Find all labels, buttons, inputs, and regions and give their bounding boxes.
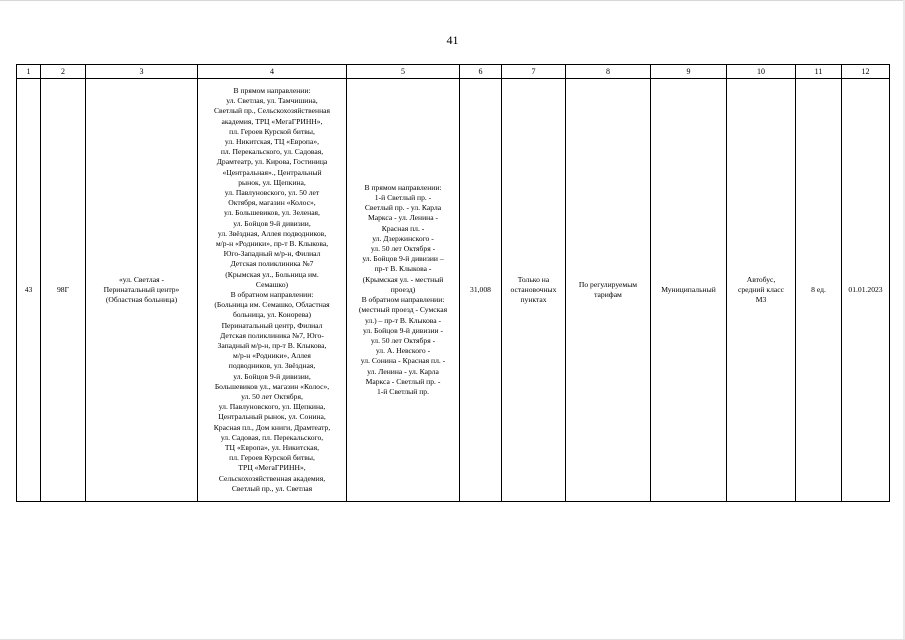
column-header-3: 3	[86, 65, 198, 79]
column-header-8: 8	[566, 65, 651, 79]
vehicle-count-cell: 8 ед.	[796, 79, 842, 502]
column-header-12: 12	[842, 65, 890, 79]
length-cell: 31,008	[460, 79, 502, 502]
column-header-6: 6	[460, 65, 502, 79]
column-header-9: 9	[651, 65, 727, 79]
fare-type-cell: По регулируемым тарифам	[566, 79, 651, 502]
column-header-7: 7	[502, 65, 566, 79]
page-number: 41	[446, 33, 459, 47]
route-registry-table	[16, 64, 890, 502]
scan-edge-top	[0, 0, 905, 1]
route-name-cell: «ул. Светлая - Перинатальный центр» (Областная больница)	[86, 79, 198, 502]
route-number-cell: 98Г	[41, 79, 86, 502]
carrier-type-cell: Муниципальный	[651, 79, 727, 502]
boarding-order-cell: Только на остановочных пунктах	[502, 79, 566, 502]
start-date-cell: 01.01.2023	[842, 79, 890, 502]
vehicle-cell: Автобус, средний класс М3	[727, 79, 796, 502]
table-row	[17, 79, 890, 502]
column-header-10: 10	[727, 65, 796, 79]
column-header-11: 11	[796, 65, 842, 79]
streets-cell: В прямом направлении: ул. Светлая, ул. Тамчишина, Светлый пр., Сельскохозяйственная академия, ТРЦ «МегаГРИНН», пл. Героев Курской битвы, ул. Никитская, ТЦ «Европа», пл. Перекальского, ул. Садовая, Драмтеатр, ул. Кирова, Гостиница «Центральная»., Центральный рынок, ул. Щепкина, ул. Павлуновского, ул. 50 лет Октября, магазин «Колос», ул. Большевиков, ул. Зеленая, ул. Бойцов 9-й дивизии, ул. Звёздная, Аллея подводников, м/р-н «Родники», пр-т В. Клыкова, Юго-Западный м/р-н, Филиал Детская поликлиника №7 (Крымская ул., Больница им. Семашко) В обратном направлении: (Больница им. Семашко, Областная больница, ул. Конорева) Перинатальный центр, Филиал Детская поликлиника №7, Юго- Западный м/р-н, пр-т В. Клыкова, м/р-н «Родники», Аллея подводников, ул. Звёздная, ул. Бойцов 9-й дивизии, Большевиков ул., магазин «Колос», ул. 50 лет Октября, ул. Павлуновского, ул. Щепкина, Центральный рынок, ул. Сонина, Красная пл., Дом книги, Драмтеатр, ул. Садовая, пл. Перекальского, ТЦ «Европа», ул. Никитская, пл. Героев Курской битвы, ТРЦ «МегаГРИНН», Сельскохозяйственная академия, Светлый пр., ул. Светлая	[198, 79, 347, 502]
registry-number-cell: 43	[17, 79, 41, 502]
column-header-2: 2	[41, 65, 86, 79]
column-header-4: 4	[198, 65, 347, 79]
column-number-row	[17, 65, 890, 79]
column-header-5: 5	[347, 65, 460, 79]
column-header-1: 1	[17, 65, 41, 79]
roads-cell: В прямом направлении: 1-й Светлый пр. - Светлый пр. - ул. Карла Маркса - ул. Ленина - Красная пл. - ул. Дзержинского - ул. 50 лет Октября - ул. Бойцов 9-й дивизии – пр-т В. Клыкова - (Крымская ул. - местный проезд) В обратном направлении: (местный проезд - Сумская ул.) – пр-т В. Клыкова - ул. Бойцов 9-й дивизии - ул. 50 лет Октября - ул. А. Невского - ул. Сонина - Красная пл. - ул. Ленина - ул. Карла Маркса - Светлый пр. - 1-й Светлый пр.	[347, 79, 460, 502]
